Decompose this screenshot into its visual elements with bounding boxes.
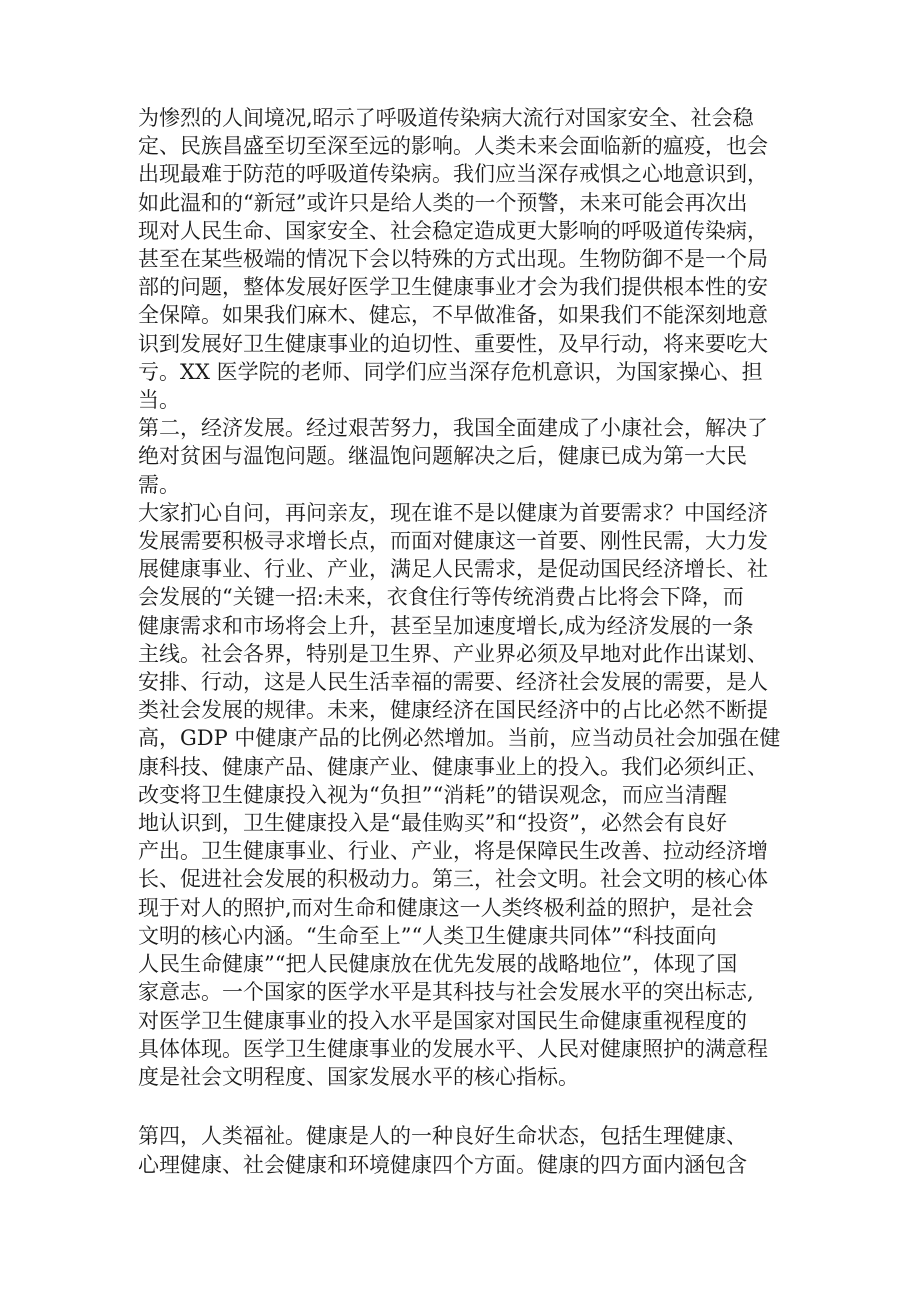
body-paragraph: 为惨烈的人间境况,昭示了呼吸道传染病大流行对国家安全、社会稳 定、民族昌盛至切至深至远的影响。人类未来会面临新的瘟疫，也会 出现最难于防范的呼吸道传染病。我们应当深存戒惧之心地意识到， 如此温和的“新冠”或许只是给人类的一个预警，未来可能会再次出 现对人民生命、国家安全、社会稳定造成更大影响的呼吸道传染病， 甚至在某些极端的情况下会以特殊的方式出现。生物防御不是一个局 部的问题，整体发展好医学卫生健康事业才会为我们提供根本性的安 全保障。如果我们麻木、健忘，不早做准备，如果我们不能深刻地意 识到发展好卫生健康事业的迫切性、重要性，及早行动，将来要吃大 亏。XX 医学院的老师、同学们应当深存危机意识，为国家操心、担当。 第二，经济发展。经过艰苦努力，我国全面建成了小康社会，解决了 绝对贫困与温饱问题。继温饱问题解决之后，健康已成为第一大民需。 大家扪心自问，再问亲友，现在谁不是以健康为首要需求？中国经济 发展需要积极寻求增长点，而面对健康这一首要、刚性民需，大力发 展健康事业、行业、产业，满足人民需求，是促动国民经济增长、社 会发展的“关键一招:未来，衣食住行等传统消费占比将会下降，而 健康需求和市场将会上升，甚至呈加速度增长,成为经济发展的一条 主线。社会各界，特别是卫生界、产业界必须及早地对此作出谋划、 安排、行动，这是人民生活幸福的需要、经济社会发展的需要，是人 类社会发展的规律。未来，健康经济在国民经济中的占比必然不断提 高，GDP 中健康产品的比例必然增加。当前，应当动员社会加强在健 康科技、健康产品、健康产业、健康事业上的投入。我们必须纠正、 改变将卫生健康投入视为“负担”“消耗”的错误观念，而应当清醒 地认识到，卫生健康投入是“最佳购买”和“投资”，必然会有良好 产出。卫生健康事业、行业、产业，将是保障民生改善、拉动经济增 长、促进社会发展的积极动力。第三，社会文明。社会文明的核心体 现于对人的照护,而对生命和健康这一人类终极利益的照护，是社会 文明的核心内涵。“生命至上”“人类卫生健康共同体”“科技面向 人民生命健康”“把人民健康放在优先发展的战略地位”，体现了国 家意志。一个国家的医学水平是其科技与社会发展水平的突出标志, 对医学卫生健康事业的投入水平是国家对国民生命健康重视程度的 具体体现。医学卫生健康事业的发展水平、人民对健康照护的满意程 度是社会文明程度、国家发展水平的核心指标。 xyxy=(138,106,781,1089)
body-paragraph: 第四，人类福祉。健康是人的一种良好生命状态，包括生理健康、 心理健康、社会健康和环境健康四个方面。健康的四方面内涵包含 xyxy=(138,1124,747,1177)
